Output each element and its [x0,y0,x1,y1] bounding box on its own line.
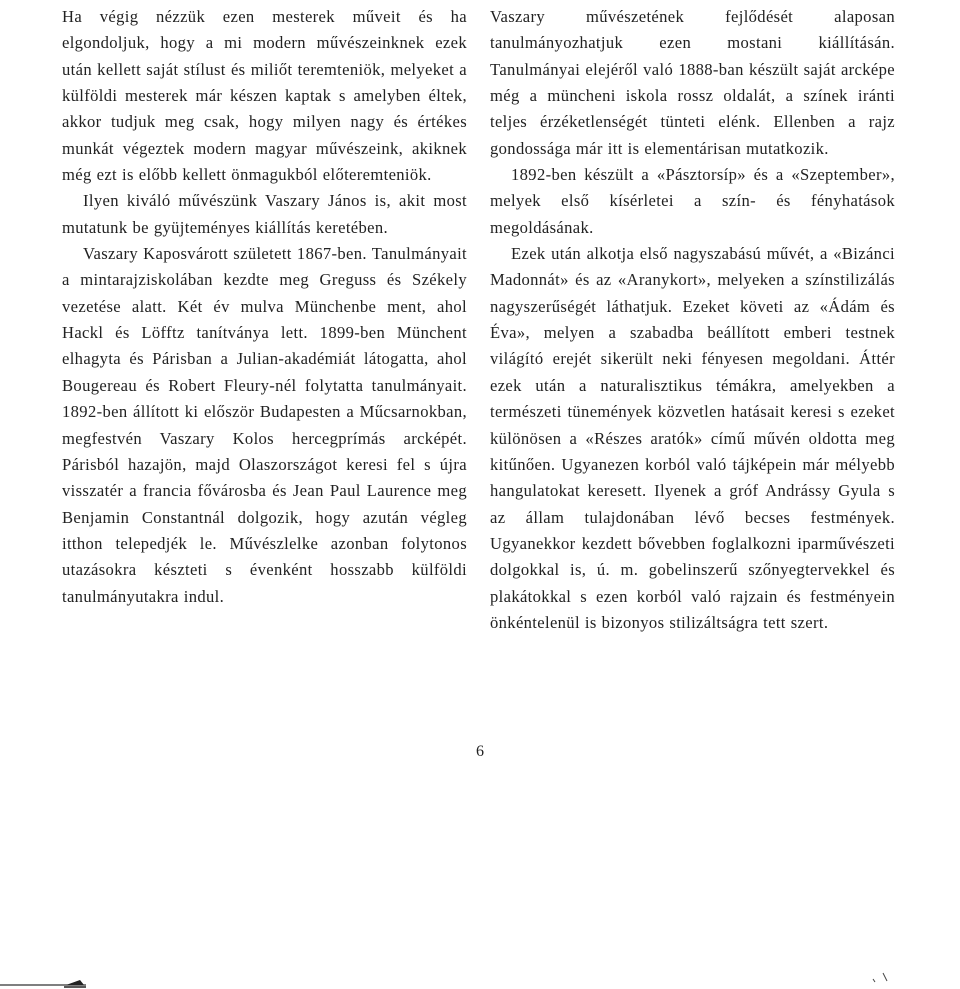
paragraph: 1892-ben készült a «Pásztorsíp» és a «Szeptember», melyek első kísérletei a szín- és fényhatások megoldásának. [490,165,895,237]
page-number: 6 [476,743,484,760]
paragraph: Vaszary művészetének fejlődését alaposan tanulmányozhatjuk ezen mostani kiállításán. Tanulmányai elejéről való 1888-ban készült saját arcképe még a müncheni iskola rossz oldalát, a színek iránti teljes érzéketlenségét tünteti elénk. Ellenben a rajz gondossága már itt is elementárisan mutatkozik. [490,7,895,158]
paragraph: Ilyen kiváló művészünk Vaszary János is, akit most mutatunk be gyüjteményes kiállítás keretében. [62,191,467,237]
scan-corner-mark [870,970,890,984]
paragraph: Vaszary Kaposvárott született 1867-ben. Tanulmányait a mintarajziskolában kezdte meg Greguss és Székely vezetése alatt. Két év mulva Münchenbe ment, ahol Hackl és Löfftz tanítványa lett. 1899-ben Münchent elhagyta és Párisban a Julian-akadémiát látogatta, ahol Bougereau és Robert Fleury-nél folytatta tanulmányait. 1892-ben állított ki először Budapesten a Műcsarnokban, megfestvén Vaszary Kolos hercegprímás arcképét. Párisból hazajön, majd Olaszországot keresi fel s újra visszatér a francia fővárosba és Jean Paul Laurence meg Benjamin Constantnál dolgozik, hogy azután végleg itthon telepedjék le. Művészlelke azonban folytonos utazásokra készteti s évenként hosszabb külföldi tanulmányutakra indul. [62,244,467,606]
left-text-column [62,4,467,610]
paragraph: Ezek után alkotja első nagyszabású művét, a «Bizánci Madonnát» és az «Aranykort», melyeken a színstilizálás nagyszerűségét láthatjuk. Ezeket követi az «Ádám és Éva», melyen a szabadba beállított emberi testnek világító erejét sikerült neki fényesen megoldani. Áttér ezek után a naturalisztikus témákra, amelyekben a természeti tünemények közvetlen hatásait keresi s ezeket különösen a «Részes aratók» című művén oldotta meg kitűnően. Ugyanezen korból való tájképein már mélyebb hangulatokat keresett. Ilyenek a gróf Andrássy Gyula s az állam tulajdonában lévő becses festmények. Ugyanekkor kezdett bővebben foglalkozni iparművészeti dolgokkal is, ú. m. gobelinszerű szőnyegtervekkel és plakátokkal s ezen korból való rajzain és festményein önkéntelenül is bizonyos stilizáltságra tett szert. [490,244,895,632]
scan-edge-mark [0,976,88,988]
right-text-column [490,4,895,636]
paragraph: Ha végig nézzük ezen mesterek műveit és ha elgondoljuk, hogy a mi modern művészeinknek ezek után kellett saját stílust és miliőt teremteniök, melyeket a külföldi mesterek már készen kaptak s amelyben éltek, akkor tudjuk meg csak, hogy milyen nagy és értékes munkát végeztek modern magyar művészeink, akiknek még ezt is előbb kellett önmagukból előteremteniök. [62,7,467,185]
